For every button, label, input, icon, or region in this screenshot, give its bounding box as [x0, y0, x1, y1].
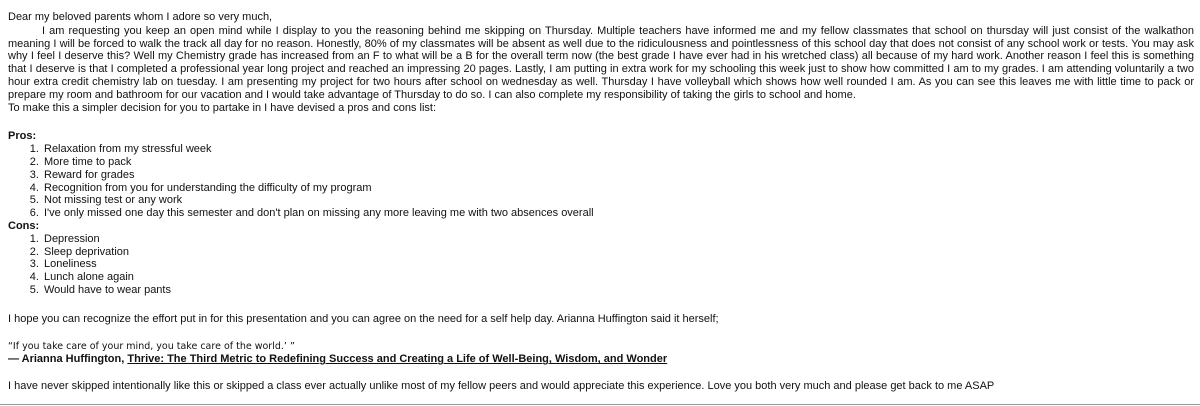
greeting: Dear my beloved parents whom I adore so very much, — [8, 11, 273, 23]
pros-item: 3. Reward for grades — [42, 169, 1194, 182]
pros-item: 2. More time to pack — [42, 156, 1194, 169]
letter-document — [8, 11, 1194, 393]
quote-text: “If you take care of your mind, you take care of the world.’ ” — [8, 340, 295, 352]
blank-line — [8, 297, 1194, 313]
cons-list — [8, 233, 1194, 297]
cons-item: 3. Loneliness — [42, 258, 1194, 271]
quote-attribution — [8, 353, 1194, 366]
bottom-divider — [0, 404, 1200, 405]
list-intro: To make this a simpler decision for you to partake in I have devised a pros and cons list: — [8, 101, 436, 114]
closing-paragraph: I have never skipped intentionally like this or skipped a class ever actually unlike most of my fellow peers and would appreciate this experience. Love you both very much and please get back to me ASAP — [8, 380, 995, 393]
pros-item: 5. Not missing test or any work — [42, 194, 1194, 207]
cons-item: 1. Depression — [42, 233, 1194, 246]
pros-heading: Pros: — [8, 130, 37, 143]
cons-item: 5. Would have to wear pants — [42, 284, 1194, 297]
body-paragraph: I am requesting you keep an open mind while I display to you the reasoning behind me skipping on Thursday. Multiple teachers have informed me and my fellow classmates that school on thursday will just consist of the walkathon meaning I will be forced to walk the track all day for no reason. Honestly, 80% of my classmates will be absent as well due to the ridiculousness and pointlessness of this school day that does not consist of any school work or tests. You may ask why I feel I deserve this? Well my Chemistry grade has increased from an F to what will be a B for the overall term now (the best grade I have ever had in his wretched class) all because of my hard work. Another reason I feel this is something that I deserve is that I completed a professional year long project and reached an impressing 20 pages. Lastly, I am putting in extra work for my schooling this week just to show how committed I am to my grades. I am attending voluntarily a two hour extra credit chemistry lab on tuesday. I am presenting my project for two hours after school on wednesday as well. Thursday I have volleyball which shows how well rounded I am. As you can see this leaves me with little time to pack or prepare my room and bathroom for our vacation and I would take advantage of Thursday to do so. I can also complete my responsibility of taking the girls to school and home. — [8, 24, 1194, 101]
quote-author: ― Arianna Huffington, — [8, 353, 128, 366]
cons-item: 2. Sleep deprivation — [42, 246, 1194, 259]
pros-item: 1. Relaxation from my stressful week — [42, 143, 1194, 156]
cons-heading: Cons: — [8, 219, 40, 232]
quote-book-link[interactable]: Thrive: The Third Metric to Redefining Success and Creating a Life of Well-Being, Wisdom, and Wonder — [127, 353, 668, 366]
pros-item: 4. Recognition from you for understanding the difficulty of my program — [42, 182, 1194, 195]
pros-item: 6. I've only missed one day this semester and don't plan on missing any more leaving me with two absences overall — [42, 207, 1194, 220]
blank-line — [8, 114, 1194, 130]
hope-paragraph: I hope you can recognize the effort put in for this presentation and you can agree on the need for a self help day. Arianna Huffington said it herself; — [8, 312, 719, 325]
cons-item: 4. Lunch alone again — [42, 271, 1194, 284]
pros-list — [8, 143, 1194, 220]
